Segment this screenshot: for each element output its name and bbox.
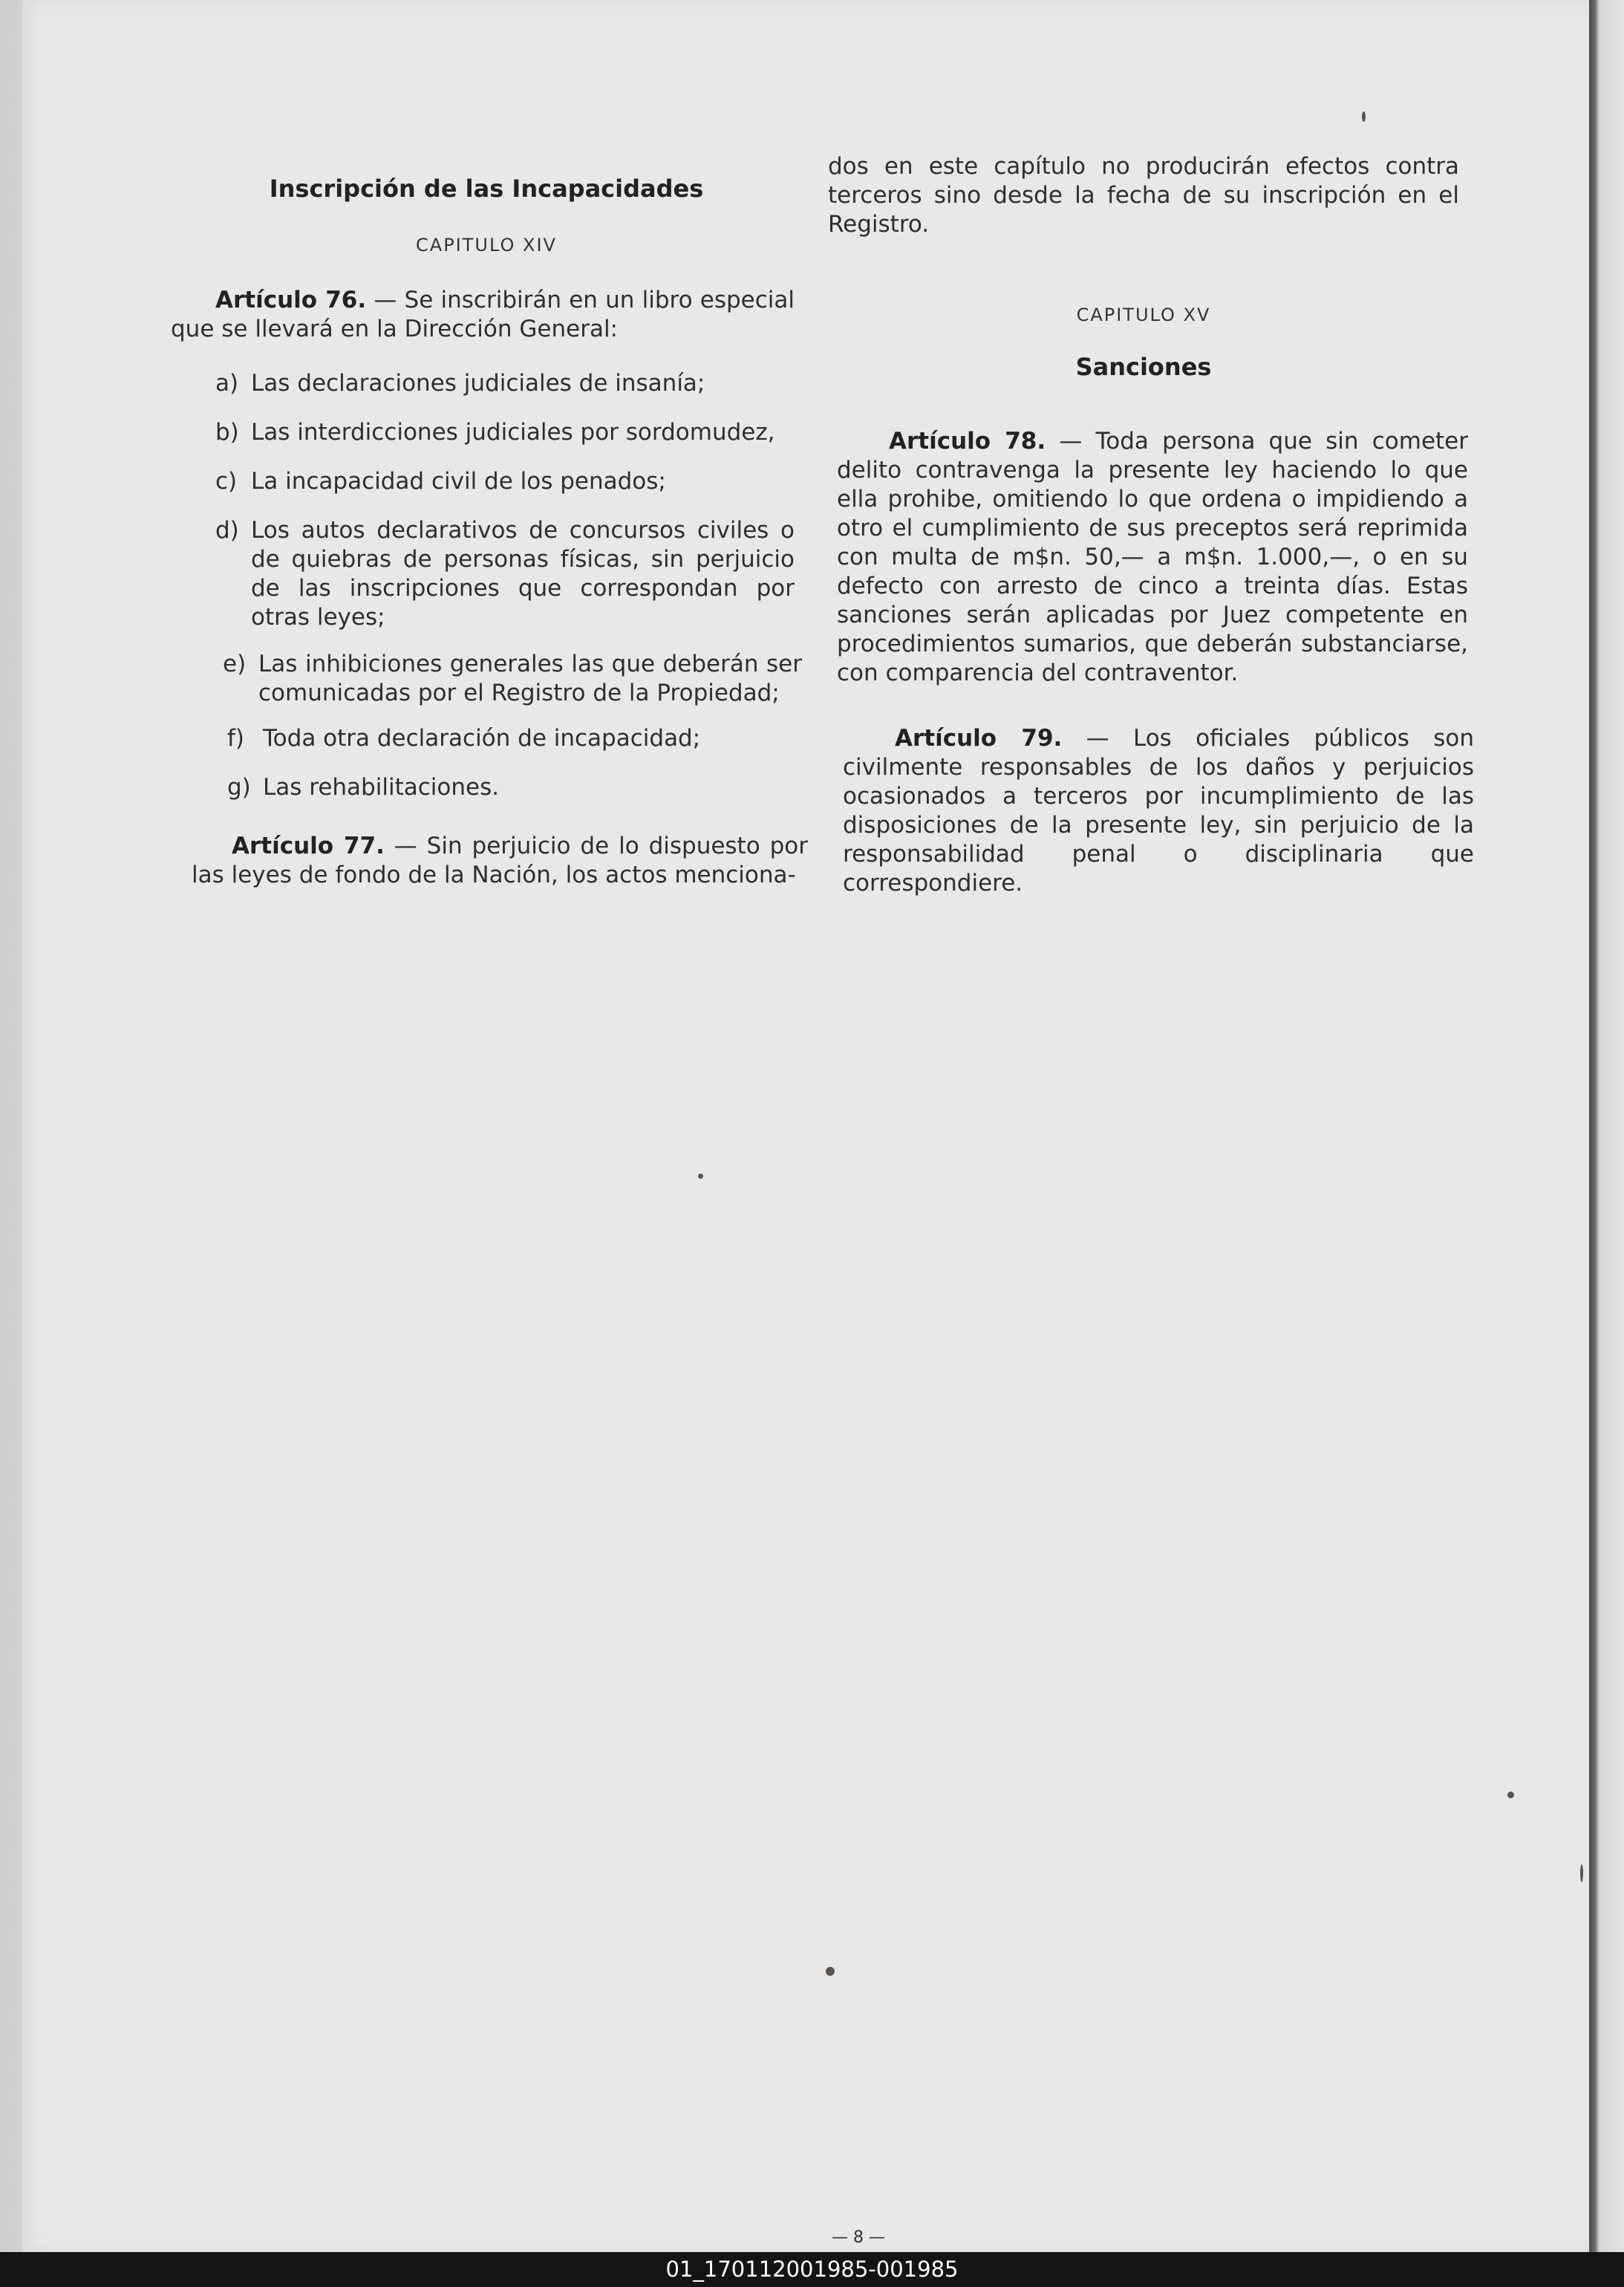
scan-identifier: 01_170112001985-001985 [665, 2257, 959, 2282]
page-edge [1589, 0, 1624, 2252]
article-76 [171, 286, 795, 344]
list-item-text: Las inhibiciones generales las que deberán ser comunicadas por el Registro de la Propiedad; [258, 651, 802, 706]
list-item-letter: b) [215, 419, 239, 446]
list-item-letter: c) [215, 468, 238, 495]
list-item-letter: d) [215, 517, 239, 544]
scan-speck [1507, 1792, 1514, 1798]
list-item-text: Los autos declarativos de concursos civiles o de quiebras de personas físicas, sin perjuicio de las inscripciones que correspondan por otras leyes; [251, 517, 795, 631]
article-77-continuation: dos en este capítulo no producirán efectos contra terceros sino desde la fecha de su inscripción en el Registro. [828, 153, 1459, 238]
article-77-text: — Sin perjuicio de lo dispuesto por las leyes de fondo de la Nación, los actos menciona- [192, 833, 808, 888]
article-76-text: — Se inscribirán en un libro especial que se llevará en la Dirección General: [171, 287, 795, 342]
section-title-incapacidades: Inscripción de las Incapacidades [269, 175, 704, 203]
list-item-letter: e) [223, 651, 247, 677]
list-item-a [215, 369, 795, 398]
list-item-text: La incapacidad civil de los penados; [251, 468, 666, 495]
list-item-text: Las rehabilitaciones. [263, 774, 500, 801]
article-79-label: Artículo 79. [895, 725, 1063, 752]
right-column [828, 152, 1474, 897]
list-item-letter: f) [227, 725, 245, 752]
scan-speck [1362, 111, 1366, 122]
scan-identifier-bar [0, 2252, 1624, 2287]
list-item-letter: g) [227, 774, 251, 801]
list-item-letter: a) [215, 370, 239, 397]
article-78-text: — Toda persona que sin cometer delito contravenga la presente ley haciendo lo que ella prohibe, omitiendo lo que ordena o impidiendo a otro el cumplimiento de sus preceptos será reprimida con multa de m$n. 50,— a m$n. 1.000,—, o en su defecto con arresto de cinco a treinta días. Estas sanciones serán aplicadas por Juez competente en procedimientos sumarios, que deberán substanciarse, con comparencia del contraventor. [837, 428, 1468, 686]
list-item-text: Toda otra declaración de incapacidad; [263, 725, 701, 752]
chapter-xv: CAPITULO XV [1076, 305, 1211, 325]
scan-speck [698, 1174, 703, 1179]
left-column [171, 175, 808, 925]
page-number: — 8 — [832, 2228, 885, 2247]
article-78 [837, 427, 1468, 688]
list-item-e [223, 650, 802, 708]
article-79-text: — Los oficiales públicos son civilmente responsables de los daños y perjuicios ocasionados a terceros por incumplimiento de las disposiciones de la presente ley, sin perjuicio de la responsabilidad penal o disciplinaria que correspondiere. [843, 725, 1474, 897]
article-77-label: Artículo 77. [232, 833, 385, 859]
list-item-text: Las declaraciones judiciales de insanía; [251, 370, 705, 397]
list-item-g [227, 773, 806, 802]
section-title-sanciones: Sanciones [1075, 353, 1212, 381]
list-item-b [215, 418, 795, 447]
article-79 [843, 724, 1474, 898]
list-item-f [227, 724, 806, 753]
scan-speck [826, 1967, 835, 1976]
list-item-d [215, 516, 795, 632]
article-78-label: Artículo 78. [889, 428, 1046, 455]
list-item-text: Las interdicciones judiciales por sordomudez, [251, 419, 775, 446]
scan-speck [1580, 1864, 1583, 1882]
list-item-c [215, 467, 795, 496]
article-76-label: Artículo 76. [215, 287, 367, 313]
article-77 [192, 832, 808, 890]
chapter-xiv: CAPITULO XIV [416, 235, 557, 256]
